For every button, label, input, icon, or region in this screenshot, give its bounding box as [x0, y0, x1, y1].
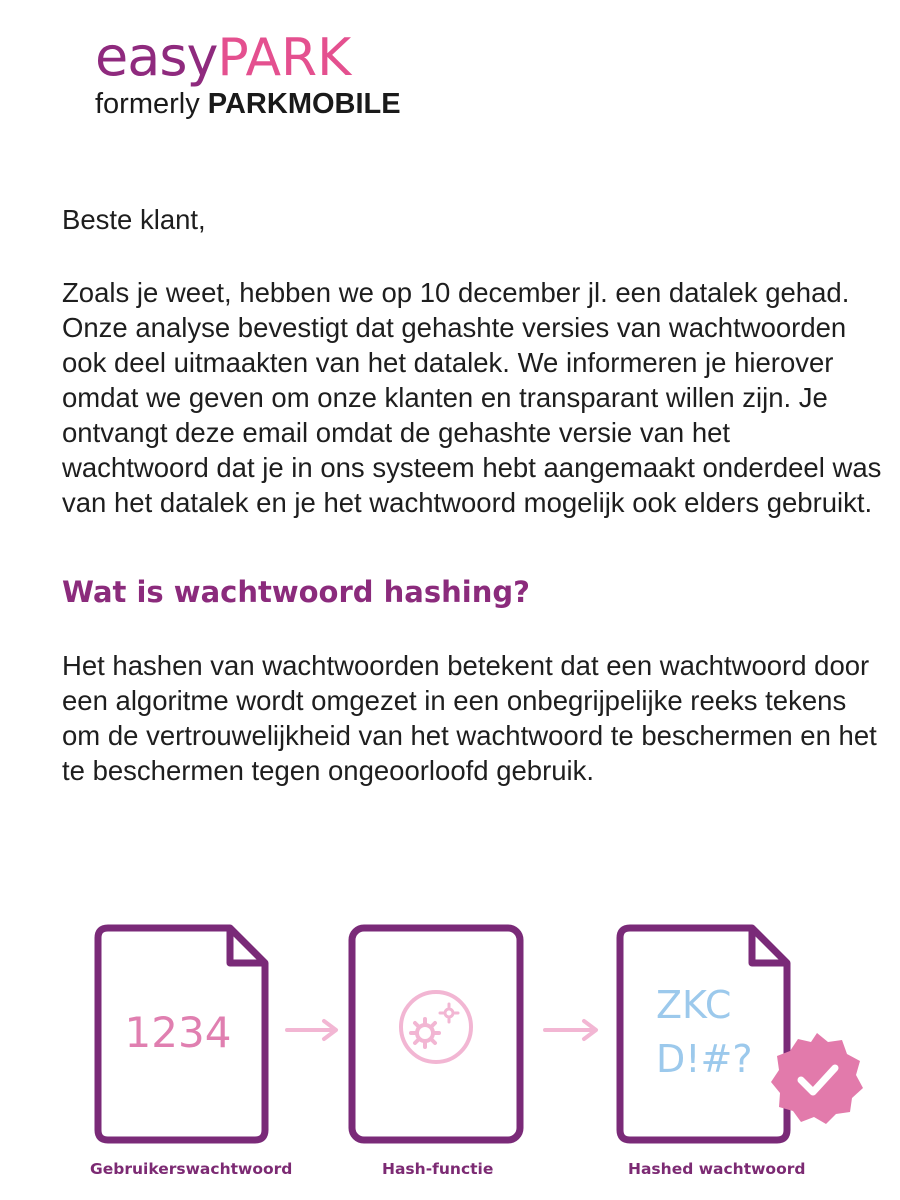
logo-park-text: PARK: [217, 28, 352, 88]
caption-user-password: Gebruikerswachtwoord: [90, 1160, 293, 1178]
hashing-diagram-graphic: [0, 900, 900, 1200]
logo-wordmark: [95, 25, 425, 88]
logo-parkmobile-text: PARKMOBILE: [207, 88, 401, 120]
hash-output-line2: D!#?: [656, 1037, 753, 1081]
arrow-right-icon: [545, 1021, 596, 1039]
hashing-diagram: [0, 900, 900, 1200]
hash-output-line1: ZKC: [656, 983, 732, 1027]
caption-hash-function: Hash-functie: [382, 1160, 494, 1178]
greeting: Beste klant,: [62, 204, 206, 235]
intro-paragraph: Zoals je weet, hebben we op 10 december jl. een datalek gehad. Onze analyse bevestigt dat gehashte versies van wachtwoorden ook deel uitmaakten van het datalek. We informeren je hierover omdat we geven om onze klanten en transparant willen zijn. Je ontvangt deze email omdat de gehashte versie van het wachtwoord dat je in ons systeem hebt aangemaakt onderdeel was van het datalek en je het wachtwoord mogelijk ook elders gebruikt.: [62, 277, 882, 518]
logo-formerly-text: formerly: [95, 88, 208, 120]
caption-hashed-password: Hashed wachtwoord: [628, 1160, 806, 1178]
logo-easy-text: easy: [95, 25, 218, 88]
email-body: [62, 202, 882, 788]
section-heading: Wat is wachtwoord hashing?: [62, 575, 530, 609]
hashing-explanation-paragraph: Het hashen van wachtwoorden betekent dat een wachtwoord door een algoritme wordt omgezet in een onbegrijpelijke reeks tekens om de vertrouwelijkheid van het wachtwoord te beschermen en het te beschermen tegen ongeoorloofd gebruik.: [62, 650, 877, 786]
password-value: 1234: [124, 1008, 232, 1057]
document-icon: [620, 928, 787, 1140]
easypark-logo: [95, 25, 425, 120]
logo-tagline: [95, 90, 425, 119]
arrow-right-icon: [287, 1021, 336, 1039]
